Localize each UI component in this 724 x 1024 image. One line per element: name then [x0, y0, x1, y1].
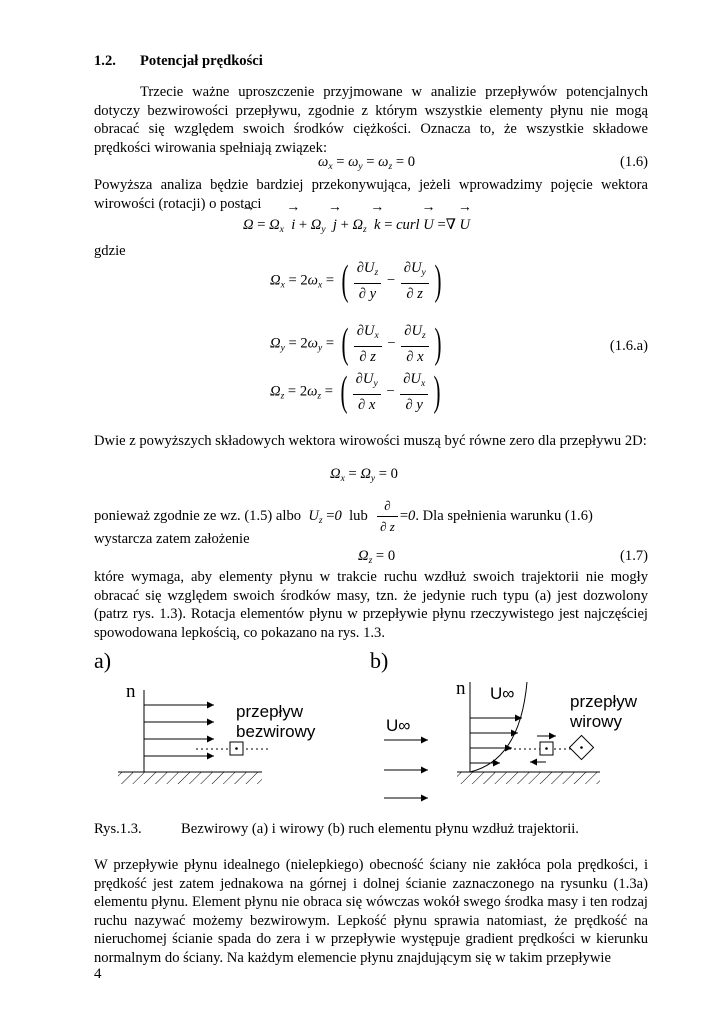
paragraph-5: które wymaga, aby elementy płynu w trakcie ruchu wzdłuż swoich trajektorii nie mogły obracać się względem swoich środków masy, tzn. że jedynie ruch typu (a) jest dozwolony (patrz rys. 1.3). Rotacja elementów płynu w przepływie płynu rzeczywistego jest najczęściej spowodowana lepkością, co pokazano na rys. 1.3.: [94, 569, 648, 641]
n-label-b: n: [456, 678, 466, 699]
u-inf-label-right: U∞: [490, 684, 515, 703]
paragraph-2: Powyższa analiza będzie bardziej przekonywująca, jeżeli wprowadzimy pojęcie wektora wirowości (rotacji) o postaci: [94, 177, 648, 212]
caption-number: Rys.1.3.: [94, 821, 142, 837]
wall-hatch-a: [118, 772, 262, 784]
page-number: 4: [94, 966, 102, 982]
equation-omega-x: $\Omega_x = 2\omega_x$ = ( $\frac{\partial U_z}{\partial y}$ − $\frac{\partial U_y}{\partial z}$ ): [270, 258, 442, 304]
u-inf-label-left: U∞: [386, 716, 411, 735]
equation-number-1-7: (1.7): [620, 548, 648, 564]
paragraph-4-end: wystarcza zatem założenie: [94, 531, 250, 547]
free-stream-arrows: [384, 740, 428, 798]
paragraph-3: Dwie z powyższych składowych wektora wirowości muszą być równe zero dla przepływu 2D:: [94, 433, 647, 449]
flow-label-a: przepływ bezwirowy: [236, 702, 316, 741]
equation-number-1-6a: (1.6.a): [609, 338, 648, 354]
word-gdzie: gdzie: [94, 243, 126, 259]
equation-number-1-6: (1.6): [620, 154, 648, 170]
equation-2d-condition: $\Omega_x = \Omega_y = 0$: [330, 466, 398, 484]
flow-label-b: przepływ wirowy: [570, 692, 638, 731]
velocity-arrows-a: [144, 705, 214, 756]
equation-1-6: $\omega_x = \omega_y = \omega_z = 0$: [318, 154, 416, 172]
figure-label-b: b): [370, 648, 389, 673]
equation-omega-y: $\Omega_y = 2\omega_y$ = ( $\frac{\partial U_x}{\partial z}$ − $\frac{\partial U_z}{\partial x}$ ): [270, 321, 442, 367]
figure-caption: [94, 821, 579, 838]
equation-vorticity-vector: → $\Omega = \Omega_x \to i + \Omega_y \to j + \Omega_z \to k$ = curl → U =∇ → U: [243, 216, 470, 235]
caption-text: Bezwirowy (a) i wirowy (b) ruch elementu płynu wzdłuż trajektorii.: [181, 821, 579, 837]
paragraph-1: Trzecie ważne uproszczenie przyjmowane w analizie przepływów potencjalnych dotyczy bezwirowości przepływu, zgodnie z którym wszystkie elementy płynu nie mogą obracać się względem swoich środków ciężkości. Oznacza to, że wszystkie składowe prędkości wirowania spełniają związek:: [94, 84, 648, 156]
wall-hatch-b: [457, 772, 600, 784]
section-number: 1.2.: [94, 53, 116, 69]
figure-label-a: a): [94, 648, 112, 673]
equation-omega-z: $\Omega_z = 2\omega_z$ = ( $\frac{\partial U_y}{\partial x}$ − $\frac{\partial U_x}{\partial y}$ ): [270, 369, 441, 415]
paragraph-4-line: ponieważ zgodnie ze wz. (1.5) albo $U_z =0$ lub $\frac{\partial}{\partial z}$ =0. Dla spełnienia warunku (1.6): [94, 498, 593, 534]
section-title: Potencjał prędkości: [140, 53, 263, 69]
velocity-arrows-b: [470, 718, 522, 763]
n-label-a: n: [126, 681, 136, 702]
paragraph-6: W przepływie płynu idealnego (nielepkiego) obecność ściany nie zakłóca pola prędkości, i prędkość jest zatem jednakowa na górnej i dolnej ścianie zaznaczonego na rysunku (1.3a) elementu płynu. Element płynu nie obraca się wówczas wokół swego środka masy i ten rodzaj ruchu nazywać możemy bezwirowym. Lepkość płynu sprawia natomiast, że prędkość na nieruchomej ścianie spada do zera i w przepływie występuje gradient prędkości w kierunku normalnym do ściany. Na każdym elemencie płynu znajdującym się w takim przepływie: [94, 857, 648, 966]
equation-1-7: $\Omega_z = 0$: [358, 548, 396, 566]
